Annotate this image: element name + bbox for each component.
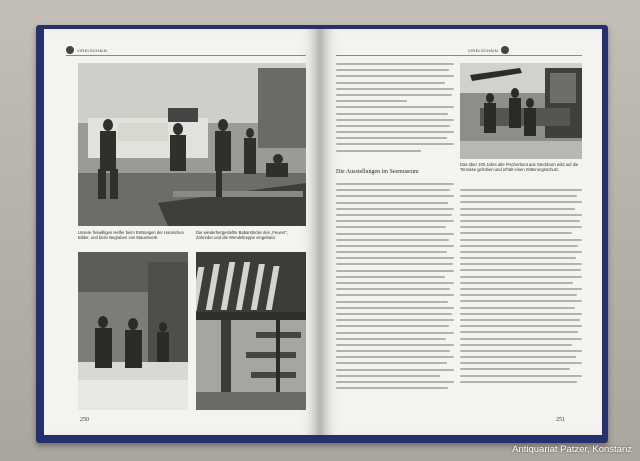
running-head-text: VIRELSCHAIN (468, 47, 498, 53)
page-number-right: 251 (556, 417, 565, 423)
running-head-text: VIRELSCHAIN (77, 47, 107, 53)
text-column-top (336, 63, 454, 156)
left-page (44, 29, 320, 435)
page-number-left: 250 (80, 417, 89, 423)
text-column-right (460, 189, 582, 387)
photo-workers-boat (78, 63, 306, 226)
right-page (320, 29, 602, 435)
caption-1: Unsere freiwilligen Helfer beim Entsteigen der Hanischen Bilder, und beim Begraben von Mauerwerk. (78, 230, 184, 241)
running-head-right (468, 46, 509, 54)
emblem-icon (66, 46, 74, 54)
header-rule (66, 55, 306, 56)
text-column-left (336, 183, 454, 393)
section-heading: Die Ausstellungen im Seemuseum (336, 169, 419, 175)
caption-2: Die wiederhergestellte Babarstücke des „Feuers“, Zahnrder und die Wendeltreppe eingebaut. (196, 230, 288, 241)
watermark-text: Antiquariat Patzer, Konstanz (512, 444, 632, 455)
header-rule (336, 55, 582, 56)
emblem-icon (501, 46, 509, 54)
running-head-left (66, 46, 107, 54)
photo-boat-lifted (460, 63, 582, 159)
photo-workers-snow (78, 252, 188, 410)
photo-spiral-stairs (196, 252, 306, 410)
caption-3: Das über 100 Jahre alte Fischerboot aus Steckborn wird auf die Terrasse gehoben und erhält einen Witterungsschutz. (460, 162, 579, 173)
